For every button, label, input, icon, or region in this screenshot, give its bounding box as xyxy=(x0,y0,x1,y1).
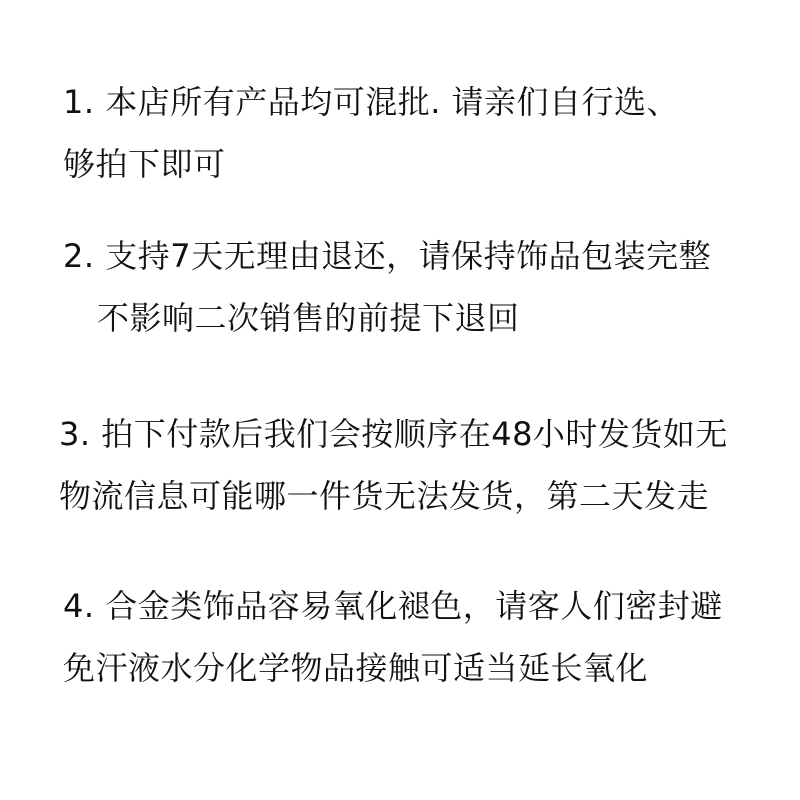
notice-1-line-2: 够拍下即可 xyxy=(63,145,226,183)
notice-3-line-2: 物流信息可能哪一件货无法发货，第二天发走 xyxy=(59,477,710,515)
notice-4-line-1: 4. 合金类饰品容易氧化褪色，请客人们密封避 xyxy=(63,587,723,625)
notice-1-line-1: 1. 本店所有产品均可混批. 请亲们自行选、 xyxy=(63,83,680,121)
notice-3-line-1: 3. 拍下付款后我们会按顺序在48小时发货如无 xyxy=(59,415,728,453)
notice-2-line-1: 2. 支持7天无理由退还，请保持饰品包装完整 xyxy=(63,237,712,275)
notice-2-line-2: 不影响二次销售的前提下退回 xyxy=(97,299,520,337)
notice-4-line-2: 免汗液水分化学物品接触可适当延长氧化 xyxy=(63,649,649,687)
